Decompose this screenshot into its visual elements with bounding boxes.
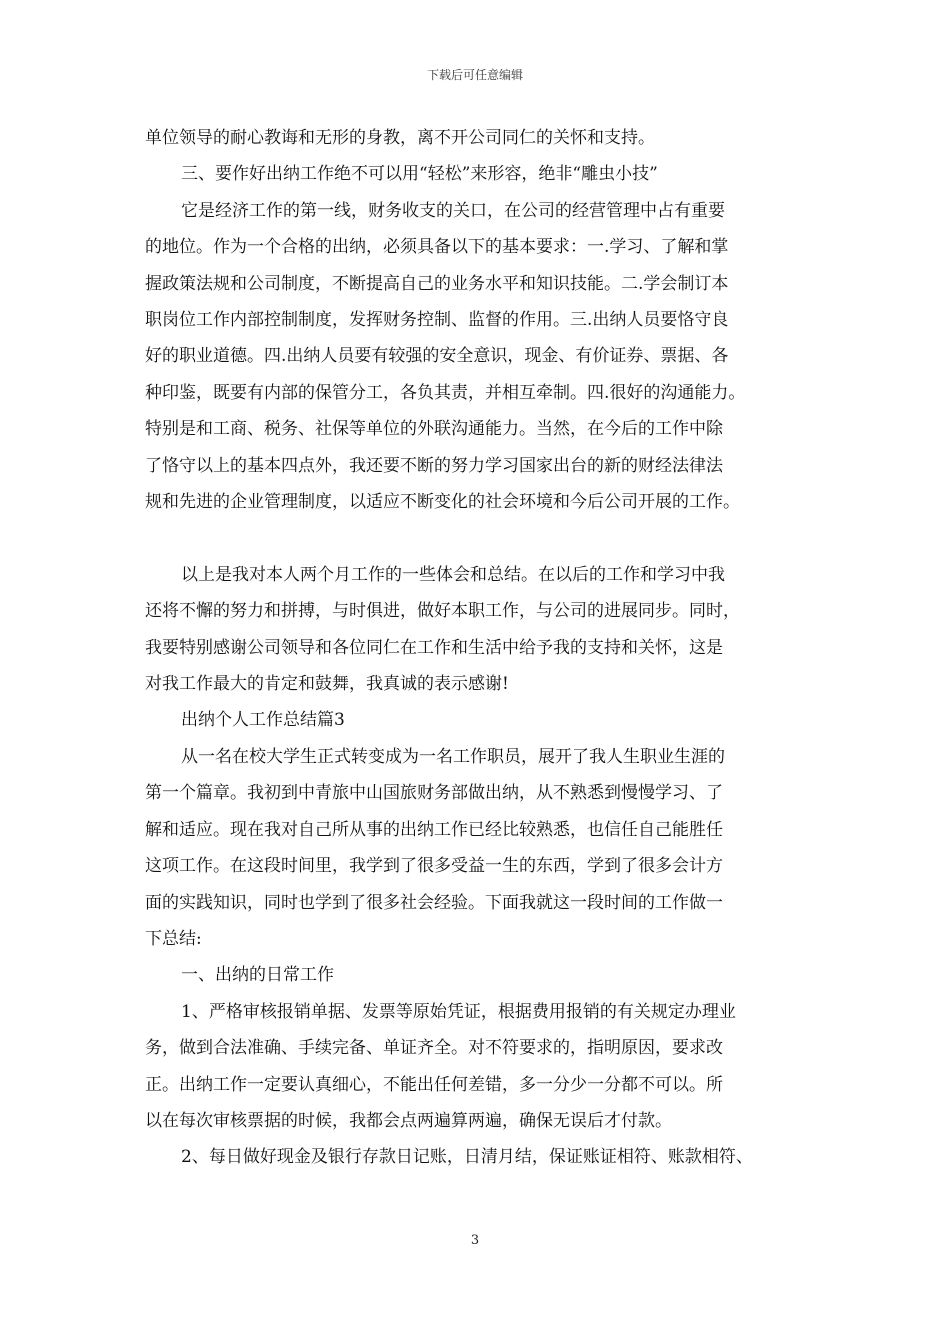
body-line: 面的实践知识，同时也学到了很多社会经验。下面我就这一段时间的工作做一 [145,892,723,913]
body-line: 握政策法规和公司制度，不断提高自己的业务水平和知识技能。二.学会制订本 [145,273,729,294]
section-heading: 三、要作好出纳工作绝不可以用“轻松”来形容，绝非“雕虫小技” [181,164,658,185]
body-line: 这项工作。在这段时间里，我学到了很多受益一生的东西，学到了很多会计方 [145,856,723,877]
body-line: 它是经济工作的第一线，财务收支的关口，在公司的经营管理中占有重要 [181,200,725,221]
body-line: 正。出纳工作一定要认真细心，不能出任何差错，多一分少一分都不可以。所 [145,1074,723,1095]
body-line: 我要特别感谢公司领导和各位同仁在工作和生活中给予我的支持和关怀，这是 [145,637,723,658]
blank-line [145,520,825,556]
body-line: 从一名在校大学生正式转变成为一名工作职员，展开了我人生职业生涯的 [181,746,725,767]
body-line: 特别是和工商、税务、社保等单位的外联沟通能力。当然，在今后的工作中除 [145,419,723,440]
body-line: 了恪守以上的基本四点外，我还要不断的努力学习国家出台的新的财经法律法 [145,455,723,476]
page-number: 3 [470,1233,480,1248]
section-title: 出纳个人工作总结篇3 [181,710,345,731]
body-line: 下总结: [145,928,202,949]
body-line: 职岗位工作内部控制制度，发挥财务控制、监督的作用。三.出纳人员要恪守良 [145,310,729,331]
page-header: 下载后可任意编辑 [426,68,523,82]
body-line: 以上是我对本人两个月工作的一些体会和总结。在以后的工作和学习中我 [181,564,725,585]
body-line: 2、每日做好现金及银行存款日记账，日清月结，保证账证相符、账款相符、 [181,1147,753,1168]
body-line: 规和先进的企业管理制度，以适应不断变化的社会环境和今后公司开展的工作。 [145,492,740,513]
body-line: 的地位。作为一个合格的出纳，必须具备以下的基本要求：一.学习、了解和掌 [145,237,729,258]
body-line: 务，做到合法准确、手续完备、单证齐全。对不符要求的，指明原因，要求改 [145,1038,723,1059]
body-line: 单位领导的耐心教诲和无形的身教，离不开公司同仁的关怀和支持。 [145,128,655,148]
body-line: 解和适应。现在我对自己所从事的出纳工作已经比较熟悉，也信任自己能胜任 [145,819,723,840]
body-line: 好的职业道德。四.出纳人员要有较强的安全意识，现金、有价证券、票据、各 [145,346,729,367]
document-body [145,120,825,1176]
body-line: 种印鉴，既要有内部的保管分工，各负其责，并相互牵制。四.很好的沟通能力。 [145,382,746,403]
body-line: 以在每次审核票据的时候，我都会点两遍算两遍，确保无误后才付款。 [145,1110,672,1131]
body-line: 还将不懈的努力和拼搏，与时俱进，做好本职工作，与公司的进展同步。同时， [145,601,740,622]
body-line: 第一个篇章。我初到中青旅中山国旅财务部做出纳，从不熟悉到慢慢学习、了 [145,783,723,804]
section-heading: 一、出纳的日常工作 [181,965,334,986]
body-line: 1、严格审核报销单据、发票等原始凭证，根据费用报销的有关规定办理业 [181,1001,736,1022]
body-line: 对我工作最大的肯定和鼓舞，我真诚的表示感谢! [145,674,509,695]
